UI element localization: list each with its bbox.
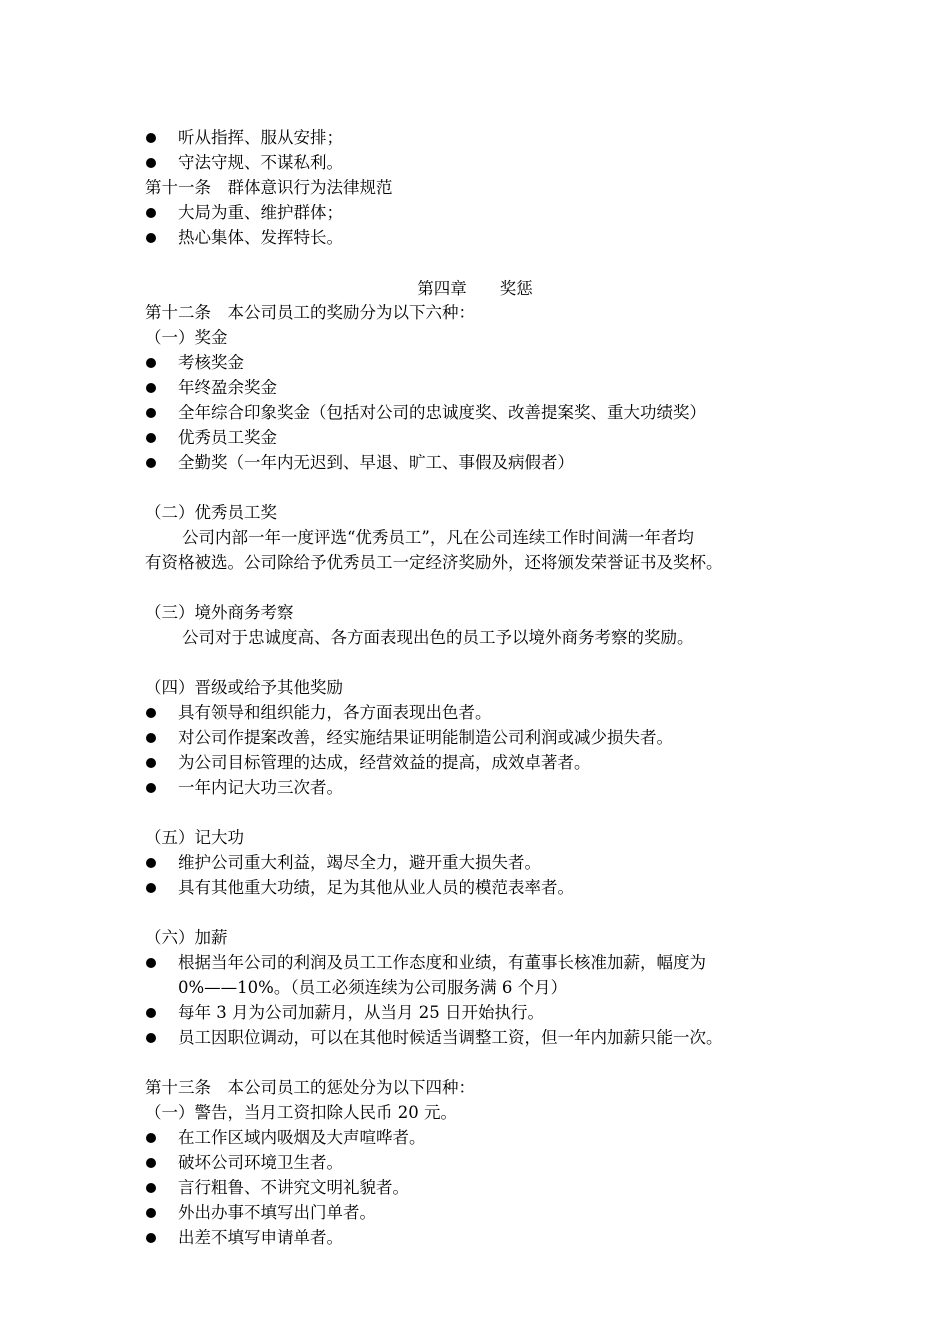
chapter-title: 第四章 奖惩 [417, 279, 533, 298]
bullet-icon [146, 226, 170, 250]
bullet-item-continuation: 0%——10%。（员工必须连续为公司服务满 6 个月） [178, 978, 568, 997]
bullet-item: 热心集体、发挥特长。 [178, 228, 343, 247]
bullet-item: 优秀员工奖金 [178, 428, 277, 447]
article-11-heading: 第十一条 群体意识行为法律规范 [145, 178, 393, 197]
bullet-item: 具有其他重大功绩，足为其他从业人员的模范表率者。 [178, 878, 574, 897]
bullet-item: 破坏公司环境卫生者。 [178, 1153, 343, 1172]
bullet-item: 出差不填写申请单者。 [178, 1228, 343, 1247]
bullet-icon [146, 1201, 170, 1225]
section-6-heading: （六）加薪 [145, 928, 228, 947]
bullet-icon [146, 401, 170, 425]
bullet-item: 全年综合印象奖金（包括对公司的忠诚度奖、改善提案奖、重大功绩奖） [178, 403, 706, 422]
bullet-icon [146, 126, 170, 150]
bullet-item: 一年内记大功三次者。 [178, 778, 343, 797]
bullet-item: 维护公司重大利益，竭尽全力，避开重大损失者。 [178, 853, 541, 872]
bullet-icon [146, 1226, 170, 1250]
paragraph-line: 公司内部一年一度评选“优秀员工”，凡在公司连续工作时间满一年者均 [182, 528, 694, 547]
bullet-icon [146, 1176, 170, 1200]
bullet-icon [146, 151, 170, 175]
article-12-heading: 第十二条 本公司员工的奖励分为以下六种： [145, 303, 475, 322]
bullet-icon [146, 776, 170, 800]
paragraph-line: 公司对于忠诚度高、各方面表现出色的员工予以境外商务考察的奖励。 [182, 628, 694, 647]
paragraph-line: 有资格被选。公司除给予优秀员工一定经济奖励外，还将颁发荣誉证书及奖杯。 [145, 553, 723, 572]
section-2-heading: （二）优秀员工奖 [145, 503, 277, 522]
bullet-icon [146, 351, 170, 375]
bullet-icon [146, 751, 170, 775]
bullet-icon [146, 851, 170, 875]
bullet-item: 根据当年公司的利润及员工工作态度和业绩，有董事长核准加薪，幅度为 [178, 953, 706, 972]
bullet-item: 言行粗鲁、不讲究文明礼貌者。 [178, 1178, 409, 1197]
bullet-item: 每年 3 月为公司加薪月，从当月 25 日开始执行。 [178, 1003, 544, 1022]
article-13-heading: 第十三条 本公司员工的惩处分为以下四种： [145, 1078, 475, 1097]
bullet-icon [146, 701, 170, 725]
bullet-icon [146, 426, 170, 450]
penalty-1-heading: （一）警告，当月工资扣除人民币 20 元。 [145, 1103, 457, 1122]
section-1-heading: （一）奖金 [145, 328, 228, 347]
section-5-heading: （五）记大功 [145, 828, 244, 847]
bullet-item: 考核奖金 [178, 353, 244, 372]
bullet-item: 为公司目标管理的达成，经营效益的提高，成效卓著者。 [178, 753, 591, 772]
section-4-heading: （四）晋级或给予其他奖励 [145, 678, 343, 697]
bullet-item: 对公司作提案改善，经实施结果证明能制造公司利润或减少损失者。 [178, 728, 673, 747]
bullet-icon [146, 1126, 170, 1150]
bullet-item: 员工因职位调动，可以在其他时候适当调整工资，但一年内加薪只能一次。 [178, 1028, 723, 1047]
bullet-icon [146, 876, 170, 900]
bullet-icon [146, 201, 170, 225]
bullet-item: 听从指挥、服从安排； [178, 128, 343, 147]
bullet-item: 大局为重、维护群体； [178, 203, 343, 222]
bullet-icon [146, 451, 170, 475]
section-3-heading: （三）境外商务考察 [145, 603, 294, 622]
bullet-icon [146, 376, 170, 400]
bullet-icon [146, 1151, 170, 1175]
bullet-icon [146, 951, 170, 975]
bullet-item: 外出办事不填写出门单者。 [178, 1203, 376, 1222]
bullet-item: 具有领导和组织能力，各方面表现出色者。 [178, 703, 492, 722]
bullet-item: 守法守规、不谋私利。 [178, 153, 343, 172]
bullet-icon [146, 1026, 170, 1050]
bullet-item: 年终盈余奖金 [178, 378, 277, 397]
bullet-icon [146, 1001, 170, 1025]
bullet-icon [146, 726, 170, 750]
bullet-item: 全勤奖（一年内无迟到、早退、旷工、事假及病假者） [178, 453, 574, 472]
bullet-item: 在工作区域内吸烟及大声喧哗者。 [178, 1128, 426, 1147]
